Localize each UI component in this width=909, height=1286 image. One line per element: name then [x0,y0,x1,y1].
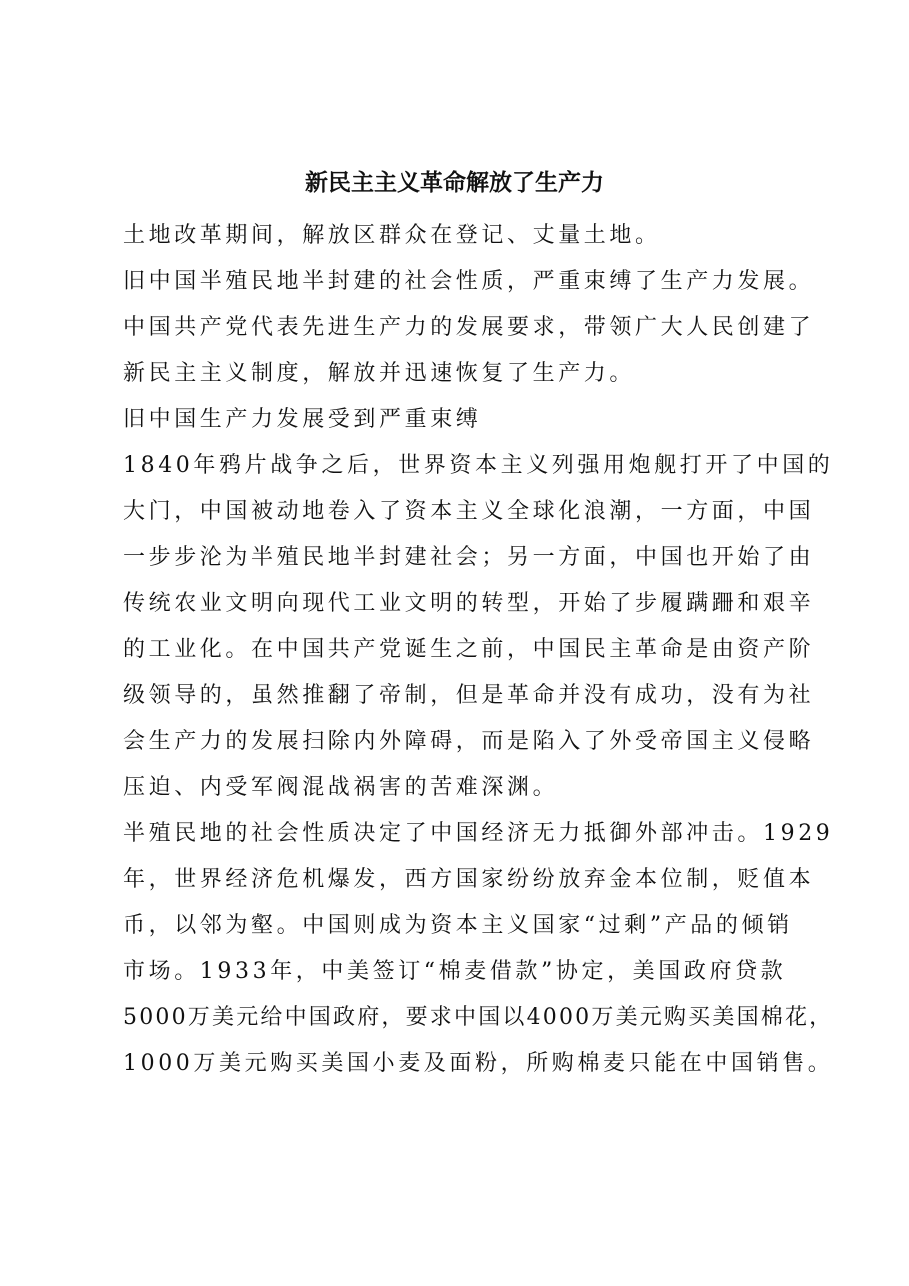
body-line: 新民主主义制度，解放并迅速恢复了生产力。 [123,361,636,386]
body-line: 级领导的，虽然推翻了帝制，但是革命并没有成功，没有为社 [123,683,815,708]
body-line: 大门，中国被动地卷入了资本主义全球化浪潮，一方面，中国 [123,499,815,524]
body-line: 会生产力的发展扫除内外障碍，而是陷入了外受帝国主义侵略 [123,729,815,754]
body-line: 中国共产党代表先进生产力的发展要求，带领广大人民创建了 [123,315,815,340]
document-title: 新民主主义革命解放了生产力 [305,169,604,196]
body-line: 压迫、内受军阀混战祸害的苦难深渊。 [123,775,559,800]
body-line: 市场。1933年，中美签订“棉麦借款”协定，美国政府贷款 [123,959,787,984]
body-line: 传统农业文明向现代工业文明的转型，开始了步履蹒跚和艰辛 [123,591,815,616]
document-body [123,213,834,1087]
section-heading: 旧中国生产力发展受到严重束缚 [123,407,482,432]
body-line: 半殖民地的社会性质决定了中国经济无力抵御外部冲击。1929 [123,821,834,846]
body-line: 1840年鸦片战争之后，世界资本主义列强用炮舰打开了中国的 [123,453,834,478]
body-line: 旧中国半殖民地半封建的社会性质，严重束缚了生产力发展。 [123,269,815,294]
body-line: 1000万美元购买美国小麦及面粉，所购棉麦只能在中国销售。 [123,1051,834,1076]
body-line: 年，世界经济危机爆发，西方国家纷纷放弃金本位制，贬值本 [123,867,815,892]
body-line: 一步步沦为半殖民地半封建社会；另一方面，中国也开始了由 [123,545,815,570]
body-line: 的工业化。在中国共产党诞生之前，中国民主革命是由资产阶 [123,637,815,662]
body-line: 币，以邻为壑。中国则成为资本主义国家“过剩”产品的倾销 [123,913,793,938]
body-line: 5000万美元给中国政府，要求中国以4000万美元购买美国棉花， [123,1005,834,1030]
body-line: 土地改革期间，解放区群众在登记、丈量土地。 [123,223,661,248]
